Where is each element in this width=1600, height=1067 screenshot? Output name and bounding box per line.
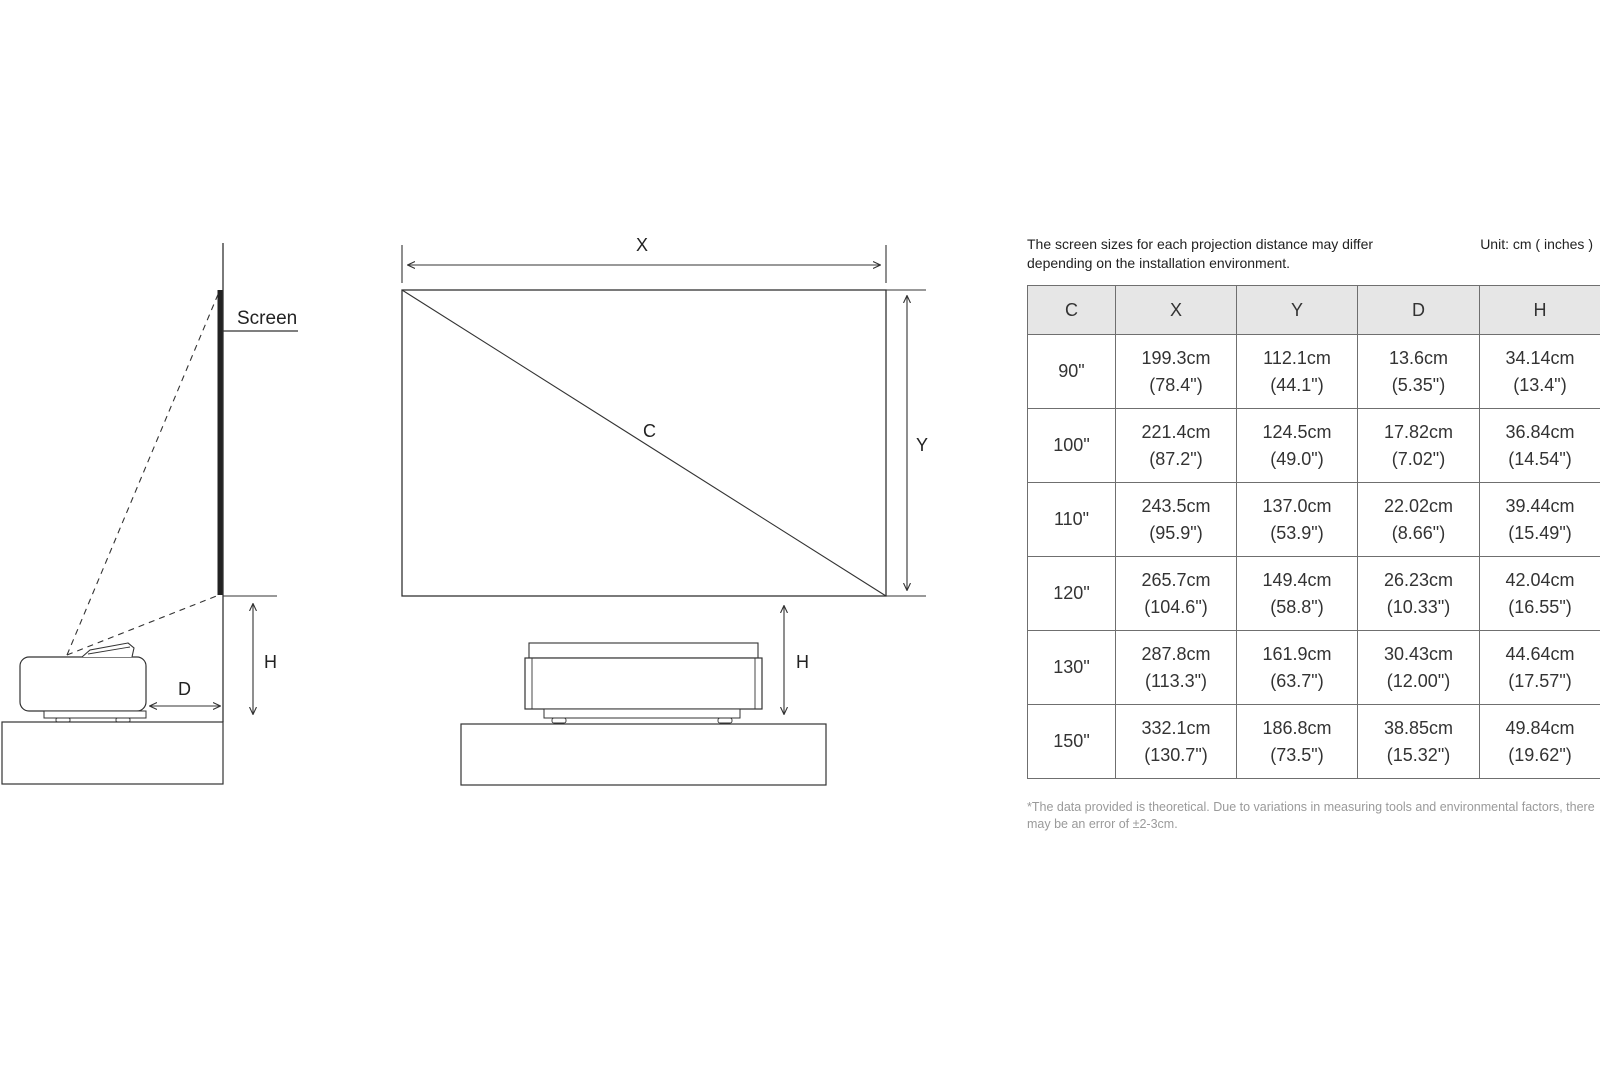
cell-d: 13.6cm (5.35") bbox=[1358, 335, 1480, 409]
cabinet-front bbox=[461, 724, 826, 785]
cell-y: 149.4cm (58.8") bbox=[1237, 557, 1358, 631]
header-c: C bbox=[1028, 286, 1116, 335]
footnote: *The data provided is theoretical. Due to variations in measuring tools and environmental factors, there may be an error of ±2-3cm. bbox=[1027, 800, 1595, 831]
side-view bbox=[2, 243, 298, 784]
cell-d: 17.82cm (7.02") bbox=[1358, 409, 1480, 483]
cell-x: 221.4cm (87.2") bbox=[1116, 409, 1237, 483]
table-row bbox=[1028, 557, 1600, 631]
cell-c: 120" bbox=[1028, 557, 1116, 631]
y-label: Y bbox=[916, 435, 929, 455]
table-row bbox=[1028, 705, 1600, 779]
h-label-side: H bbox=[264, 652, 277, 672]
table-row bbox=[1028, 409, 1600, 483]
cell-y: 124.5cm (49.0") bbox=[1237, 409, 1358, 483]
cell-c: 150" bbox=[1028, 705, 1116, 779]
projector-lens-top bbox=[82, 643, 134, 657]
d-label: D bbox=[178, 679, 191, 699]
cell-h: 49.84cm (19.62") bbox=[1480, 705, 1600, 779]
cell-y: 186.8cm (73.5") bbox=[1237, 705, 1358, 779]
cabinet-side bbox=[2, 722, 223, 784]
header-y: Y bbox=[1237, 286, 1358, 335]
table-note: The screen sizes for each projection distance may differ depending on the installation environment. bbox=[1027, 236, 1374, 271]
cell-c: 130" bbox=[1028, 631, 1116, 705]
cell-d: 22.02cm (8.66") bbox=[1358, 483, 1480, 557]
cell-x: 265.7cm (104.6") bbox=[1116, 557, 1237, 631]
cell-y: 137.0cm (53.9") bbox=[1237, 483, 1358, 557]
cell-x: 332.1cm (130.7") bbox=[1116, 705, 1237, 779]
x-label: X bbox=[636, 235, 649, 255]
table-row bbox=[1028, 335, 1600, 409]
h-label-front: H bbox=[796, 652, 809, 672]
cell-h: 44.64cm (17.57") bbox=[1480, 631, 1600, 705]
projector-base-front bbox=[544, 709, 740, 718]
header-h: H bbox=[1480, 286, 1600, 335]
cell-c: 110" bbox=[1028, 483, 1116, 557]
table-row bbox=[1028, 483, 1600, 557]
projector-front-top bbox=[529, 643, 758, 658]
projection-ray-top bbox=[67, 292, 219, 655]
c-label: C bbox=[643, 421, 656, 441]
projector-base-side bbox=[44, 711, 146, 718]
header-x: X bbox=[1116, 286, 1237, 335]
table-row bbox=[1028, 631, 1600, 705]
projector-side bbox=[20, 657, 146, 711]
unit-label: Unit: cm ( inches ) bbox=[1480, 236, 1593, 252]
projection-ray-bottom bbox=[67, 595, 219, 655]
cell-h: 42.04cm (16.55") bbox=[1480, 557, 1600, 631]
front-view bbox=[402, 235, 928, 785]
cell-y: 161.9cm (63.7") bbox=[1237, 631, 1358, 705]
cell-h: 39.44cm (15.49") bbox=[1480, 483, 1600, 557]
cell-x: 287.8cm (113.3") bbox=[1116, 631, 1237, 705]
cell-x: 243.5cm (95.9") bbox=[1116, 483, 1237, 557]
cell-y: 112.1cm (44.1") bbox=[1237, 335, 1358, 409]
cell-d: 30.43cm (12.00") bbox=[1358, 631, 1480, 705]
spec-table bbox=[1027, 285, 1600, 779]
projector-front bbox=[525, 658, 762, 709]
cell-h: 34.14cm (13.4") bbox=[1480, 335, 1600, 409]
cell-c: 90" bbox=[1028, 335, 1116, 409]
screen-label: Screen bbox=[237, 308, 298, 329]
cell-h: 36.84cm (14.54") bbox=[1480, 409, 1600, 483]
cell-x: 199.3cm (78.4") bbox=[1116, 335, 1237, 409]
cell-d: 38.85cm (15.32") bbox=[1358, 705, 1480, 779]
table-header-row bbox=[1028, 286, 1600, 335]
cell-c: 100" bbox=[1028, 409, 1116, 483]
header-d: D bbox=[1358, 286, 1480, 335]
cell-d: 26.23cm (10.33") bbox=[1358, 557, 1480, 631]
